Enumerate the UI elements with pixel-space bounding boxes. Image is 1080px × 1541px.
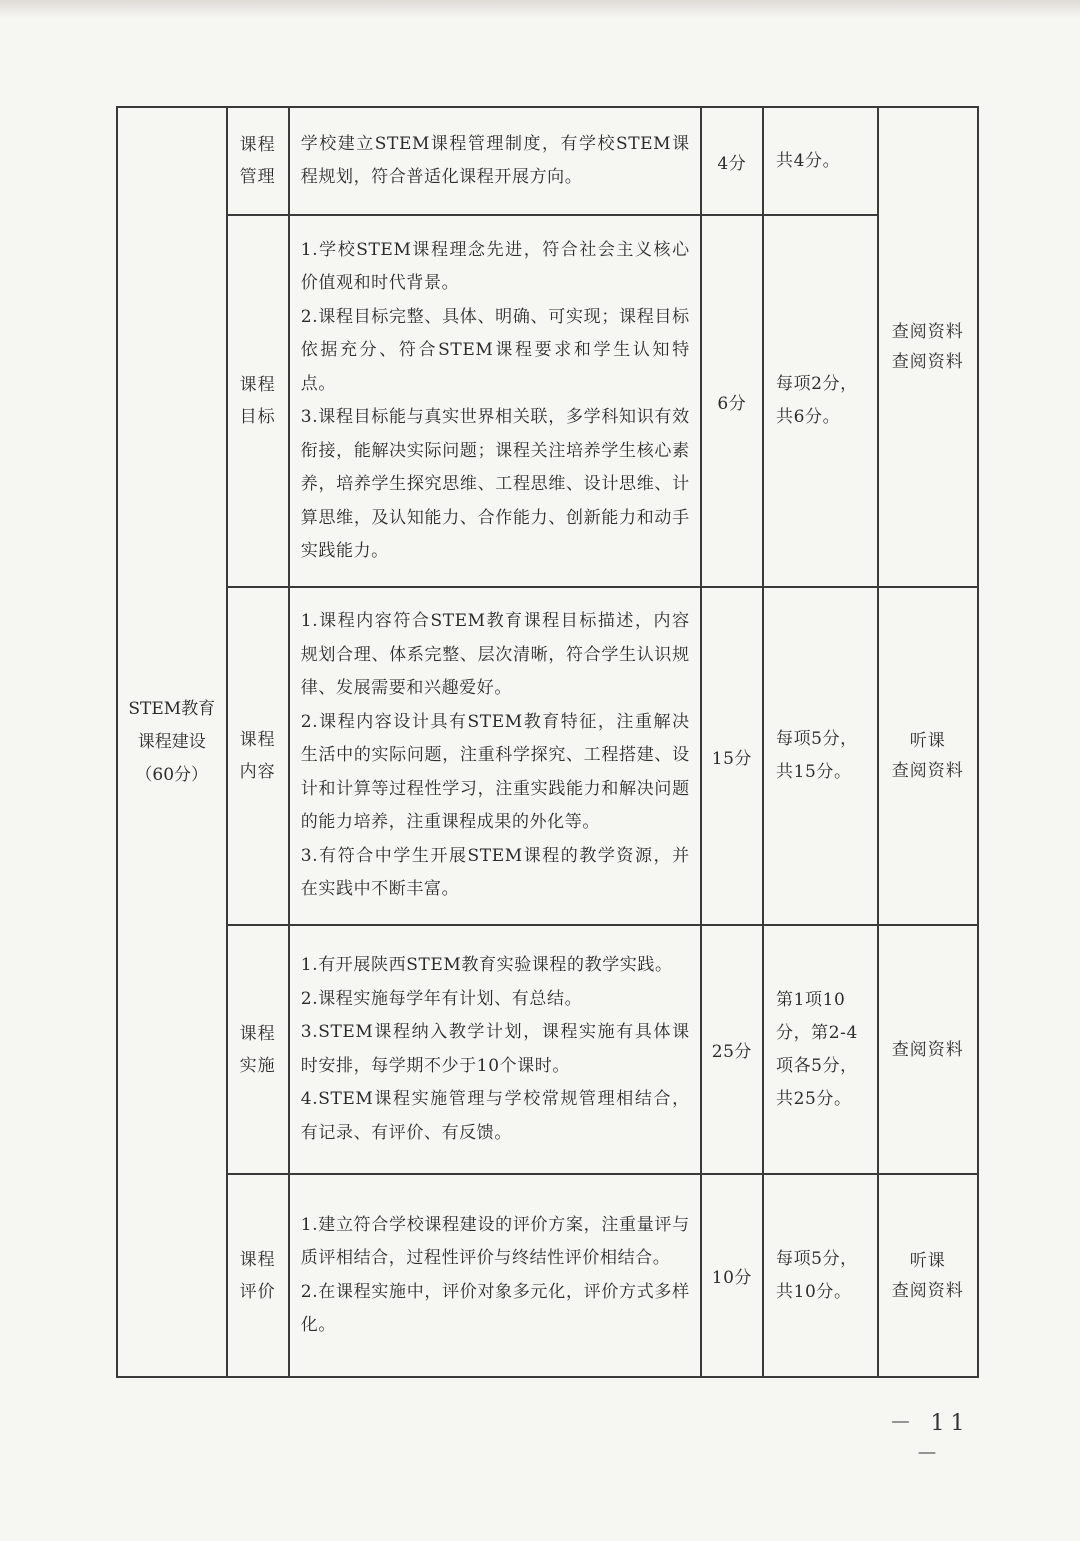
scoring-rule-cell — [763, 925, 878, 1174]
subcategory-cell — [227, 215, 289, 587]
scoring-rule-line: 共15分。 — [775, 762, 852, 782]
scoring-rule-line: 第1项10 — [775, 989, 846, 1010]
requirements-cell — [289, 587, 701, 925]
subcategory-line-2: 目标 — [239, 407, 276, 427]
category-line-3: （60分） — [135, 764, 209, 785]
method-line: 查阅资料 — [891, 761, 964, 781]
requirements-cell — [289, 215, 701, 587]
method-cell — [878, 587, 979, 925]
subcategory-cell — [227, 925, 289, 1174]
requirement-item: 1.建立符合学校课程建设的评价方案，注重量评与质评相结合，过程性评价与终结性评价相结合。 — [300, 1214, 690, 1268]
method-line: 查阅资料 — [891, 322, 964, 342]
subcategory-line-2: 评价 — [239, 1281, 276, 1302]
requirement-item: 1.有开展陕西STEM教育实验课程的教学实践。 — [300, 955, 673, 975]
subcategory-line-1: 课程 — [239, 1023, 276, 1044]
method-line: 查阅资料 — [891, 1280, 964, 1301]
scoring-rule-line: 共25分。 — [775, 1088, 852, 1109]
scoring-rule-line: 每项2分， — [775, 374, 858, 394]
requirement-item: 3.课程目标能与真实世界相关联，多学科知识有效衔接，能解决实际问题；课程关注培养学生核心素养，培养学生探究思维、工程思维、设计思维、计算思维，及认知能力、合作能力、创新能力和动手实践能力。 — [300, 407, 690, 561]
subcategory-line-2: 内容 — [239, 762, 276, 782]
requirement-item: 2.在课程实施中，评价对象多元化，评价方式多样化。 — [300, 1281, 690, 1335]
requirement-item: 4.STEM课程实施管理与学校常规管理相结合，有记录、有评价、有反馈。 — [300, 1089, 690, 1143]
table-row — [117, 107, 978, 215]
table-row — [117, 587, 978, 925]
evaluation-table — [116, 106, 979, 1378]
method-line: 听课 — [909, 1250, 946, 1271]
subcategory-line-1: 课程 — [239, 375, 276, 395]
scoring-rule-line: 共4分。 — [775, 150, 841, 171]
scoring-rule-line: 分，第2-4 — [775, 1022, 858, 1043]
requirement-item: 学校建立STEM课程管理制度，有学校STEM课程规划，符合普适化课程开展方向。 — [300, 133, 690, 187]
subcategory-line-1: 课程 — [239, 135, 276, 155]
requirements-cell — [289, 1174, 701, 1377]
requirements-cell — [289, 925, 701, 1174]
subcategory-line-2: 实施 — [239, 1055, 276, 1076]
points-cell: 25分 — [701, 925, 763, 1174]
requirement-item: 1.学校STEM课程理念先进，符合社会主义核心价值观和时代背景。 — [300, 239, 690, 293]
scoring-rule-line: 每项5分， — [775, 729, 858, 749]
requirement-item: 3.STEM课程纳入教学计划，课程实施有具体课时安排，每学期不少于10个课时。 — [300, 1022, 690, 1076]
scoring-rule-line: 共10分。 — [775, 1281, 852, 1302]
points-cell: 15分 — [701, 587, 763, 925]
method-cell — [878, 925, 979, 1174]
requirement-item: 2.课程目标完整、具体、明确、可实现；课程目标依据充分、符合STEM课程要求和学生认知特点。 — [300, 306, 690, 394]
category-line-1: STEM教育 — [128, 698, 216, 719]
table-row — [117, 925, 978, 1174]
points-cell: 10分 — [701, 1174, 763, 1377]
method-cell — [878, 215, 979, 587]
requirement-item: 3.有符合中学生开展STEM课程的教学资源，并在实践中不断丰富。 — [300, 845, 690, 900]
method-line: 查阅资料 — [891, 1039, 964, 1060]
subcategory-line-1: 课程 — [239, 1249, 276, 1270]
scoring-rule-line: 项各5分， — [775, 1055, 858, 1076]
points-cell: 6分 — [701, 215, 763, 587]
scoring-rule-line: 每项5分， — [775, 1248, 858, 1269]
page-top-edge — [0, 0, 1080, 18]
scoring-rule-line: 共6分。 — [775, 407, 841, 427]
method-line: 听课 — [909, 731, 946, 751]
method-cell — [878, 1174, 979, 1377]
subcategory-cell — [227, 587, 289, 925]
requirements-cell — [289, 107, 701, 215]
page-number: － 11 － — [889, 1411, 971, 1467]
scoring-rule-cell — [763, 107, 878, 215]
table-row — [117, 215, 978, 587]
subcategory-line-2: 管理 — [239, 167, 276, 187]
table-row — [117, 1174, 978, 1377]
scoring-rule-cell — [763, 1174, 878, 1377]
scoring-rule-cell — [763, 215, 878, 587]
category-line-2: 课程建设 — [137, 731, 206, 752]
category-cell — [117, 107, 227, 1377]
method-cell — [878, 107, 979, 215]
points-cell: 4分 — [701, 107, 763, 215]
requirement-item: 2.课程内容设计具有STEM教育特征，注重解决生活中的实际问题，注重科学探究、工程搭建、设计和计算等过程性学习，注重实践能力和解决问题的能力培养，注重课程成果的外化等。 — [300, 711, 690, 833]
subcategory-cell — [227, 107, 289, 215]
subcategory-line-1: 课程 — [239, 730, 276, 750]
scoring-rule-cell — [763, 587, 878, 925]
requirement-item: 2.课程实施每学年有计划、有总结。 — [300, 988, 583, 1009]
method-line: 查阅资料 — [891, 352, 964, 372]
subcategory-cell — [227, 1174, 289, 1377]
requirement-item: 1.课程内容符合STEM教育课程目标描述，内容规划合理、体系完整、层次清晰，符合学生认识规律、发展需要和兴趣爱好。 — [300, 611, 690, 699]
